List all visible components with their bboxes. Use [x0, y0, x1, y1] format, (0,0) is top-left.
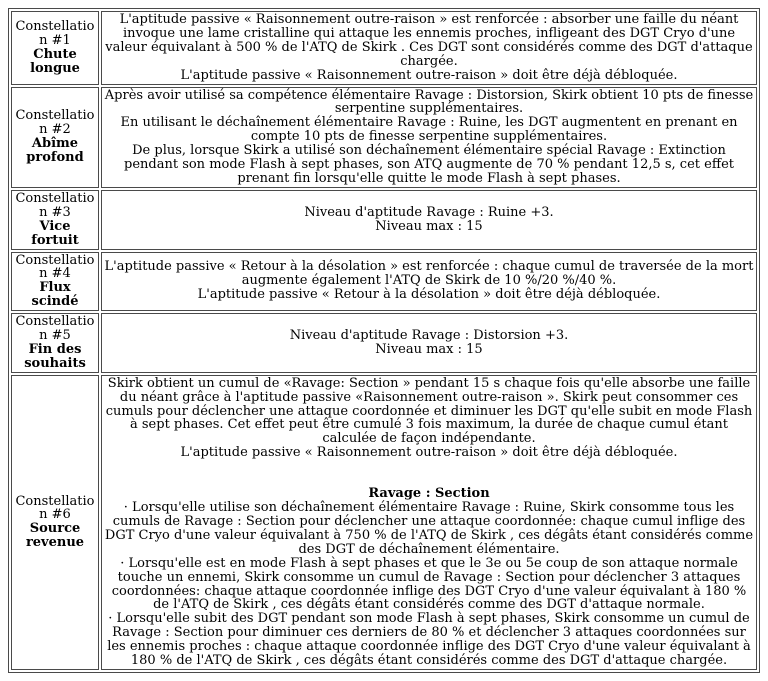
constellation-6-label-cell [11, 375, 99, 670]
table-row [11, 252, 757, 312]
constellation-2-description-cell [101, 87, 757, 188]
description-paragraph: L'aptitude passive « Retour à la désolation » doit être déjà débloquée. [197, 287, 661, 303]
constellation-name: Abîme profond [26, 136, 84, 166]
constellation-name: Chute longue [30, 46, 80, 76]
constellations-table [8, 8, 760, 673]
constellation-number: Constellation #3 [15, 190, 95, 220]
table-row [11, 11, 757, 85]
description-paragraph: L'aptitude passive « Retour à la désolation » est renforcée : chaque cumul de traversée de la mort augmente également l'ATQ de Skirk de 10 %/20 %/40 %. [104, 259, 754, 289]
description-paragraph: De plus, lorsque Skirk a utilisé son déchaînement élémentaire spécial Ravage : Extinction pendant son mode Flash à sept phases, son ATQ augmente de 70 % pendant 12,5 s, cet effet prenant fin lorsqu'elle quitte le mode Flash à sept phases. [124, 143, 734, 186]
constellation-5-description-cell [101, 313, 757, 373]
description-bullet: · Lorsqu'elle subit des DGT pendant son mode Flash à sept phases, Skirk consomme un cumul de Ravage : Section pour diminuer ces derniers de 80 % et déclencher 3 attaques coordonnées sur les ennemis proches : chaque attaque coordonnée inflige des DGT Cryo d'une valeur équivalant à 180 % de l'ATQ de Skirk , ces dégâts étant considérés comme des DGT d'attaque chargée. [107, 611, 751, 669]
description-paragraph: Niveau max : 15 [375, 341, 483, 357]
description-paragraph: Niveau d'aptitude Ravage : Ruine +3. [304, 204, 554, 220]
constellation-1-label-cell [11, 11, 99, 85]
constellation-number: Constellation #4 [15, 252, 95, 282]
constellation-number: Constellation #6 [15, 493, 95, 523]
description-paragraph: Niveau d'aptitude Ravage : Distorsion +3. [289, 328, 569, 344]
constellation-6-description-cell [101, 375, 757, 670]
ravage-section-subheader: Ravage : Section [368, 486, 490, 502]
constellation-number: Constellation #5 [15, 314, 95, 344]
table-row [11, 87, 757, 188]
description-paragraph: L'aptitude passive « Raisonnement outre-raison » doit être déjà débloquée. [180, 445, 678, 461]
description-paragraph: L'aptitude passive « Raisonnement outre-raison » est renforcée : absorber une faille du néant invoque une lame cristalline qui attaque les ennemis proches, infligeant des DGT Cryo d'une valeur équivalant à 500 % de l'ATQ de Skirk . Ces DGT sont considérés comme des DGT d'attaque chargée. [105, 12, 753, 69]
table-row [11, 375, 757, 670]
constellation-number: Constellation #2 [15, 108, 95, 138]
description-paragraph: En utilisant le déchaînement élémentaire Ravage : Ruine, les DGT augmentent en prenant en compte 10 pts de finesse serpentine supplémentaires. [120, 115, 738, 145]
description-bullet: · Lorsqu'elle utilise son déchaînement élémentaire Ravage : Ruine, Skirk consomme tous les cumuls de Ravage : Section pour déclencher une attaque coordonnée: chaque cumul inflige des DGT Cryo d'une valeur équivalant à 750 % de l'ATQ de Skirk , ces dégâts étant considérés comme des DGT de déchaînement élémentaire. [104, 500, 754, 557]
constellation-name: Source revenue [25, 521, 85, 551]
constellation-1-description-cell [101, 11, 757, 85]
table-row [11, 313, 757, 373]
description-bullet: · Lorsqu'elle est en mode Flash à sept phases et que le 3e ou 5e coup de son attaque normale touche un ennemi, Skirk consomme un cumul de Ravage : Section pour déclencher 3 attaques coordonnées: chaque attaque coordonnée inflige des DGT Cryo d'une valeur équivalant à 180 % de l'ATQ de Skirk , ces dégâts étant considérés comme des DGT d'attaque normale. [111, 555, 747, 613]
description-paragraph: Niveau max : 15 [375, 218, 483, 234]
constellation-name: Flux scindé [31, 280, 79, 310]
constellation-4-description-cell [101, 252, 757, 312]
blank-line [104, 460, 754, 487]
constellation-number: Constellation #1 [15, 18, 95, 48]
constellation-5-label-cell [11, 313, 99, 373]
description-paragraph: Après avoir utilisé sa compétence élémentaire Ravage : Distorsion, Skirk obtient 10 pts de finesse serpentine supplémentaires. [104, 87, 754, 117]
constellation-2-label-cell [11, 87, 99, 188]
constellation-name: Vice fortuit [31, 218, 79, 248]
constellation-name: Fin des souhaits [24, 341, 86, 371]
constellation-4-label-cell [11, 252, 99, 312]
description-paragraph: Skirk obtient un cumul de «Ravage: Section » pendant 15 s chaque fois qu'elle absorbe une faille du néant grâce à l'aptitude passive «Raisonnement outre-raison ». Skirk peut consommer ces cumuls pour déclencher une attaque coordonnée et diminuer les DGT qu'elle subit en mode Flash à sept phases. Cet effet peut être cumulé 3 fois maximum, la durée de chaque cumul étant calculée de façon indépendante. [105, 375, 753, 447]
constellation-3-label-cell [11, 190, 99, 250]
constellation-3-description-cell [101, 190, 757, 250]
table-row [11, 190, 757, 250]
description-paragraph: L'aptitude passive « Raisonnement outre-raison » doit être déjà débloquée. [180, 67, 678, 83]
